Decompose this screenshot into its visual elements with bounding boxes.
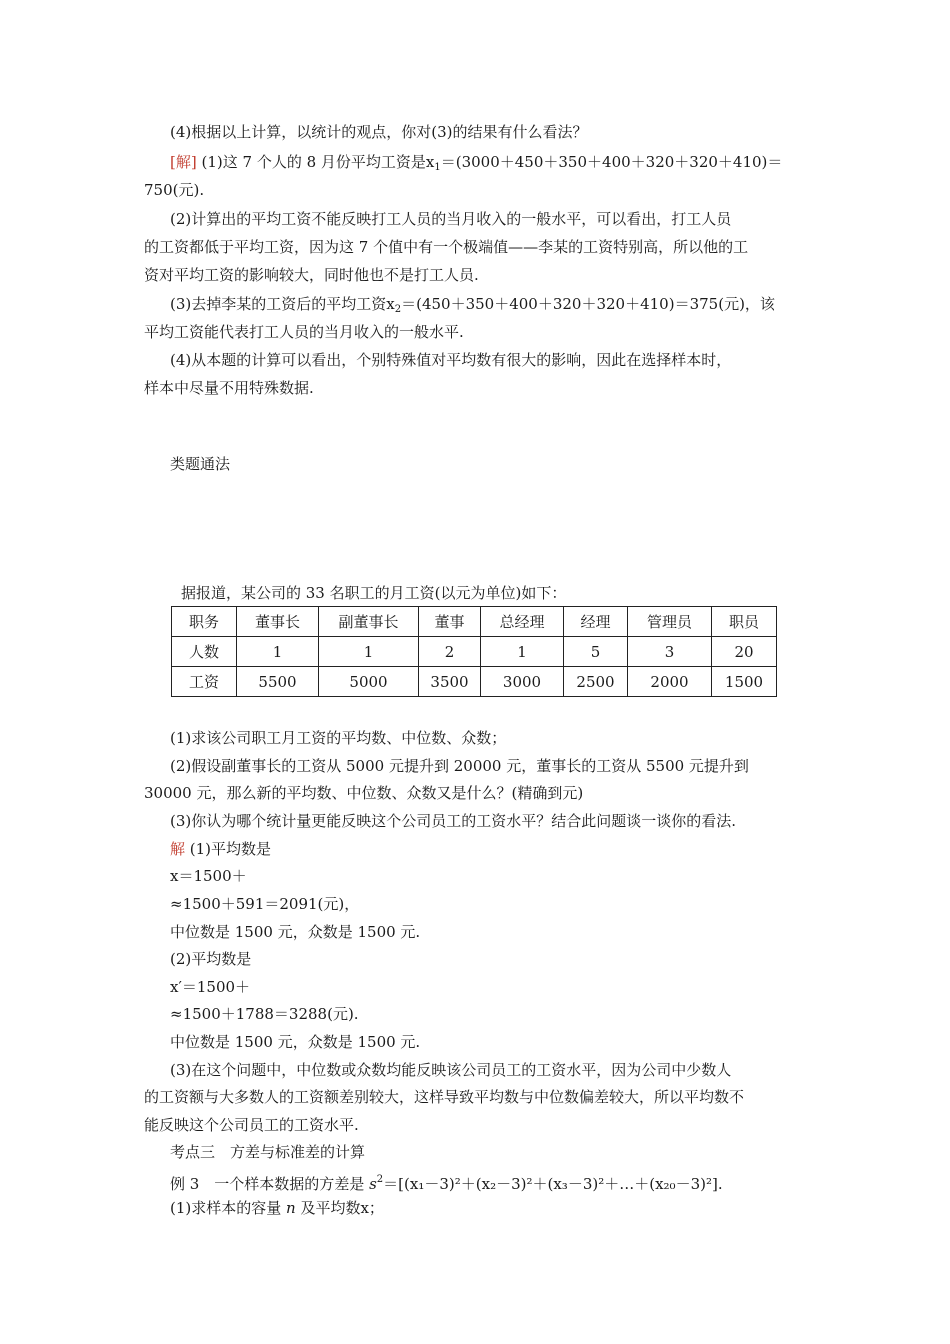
answer-3-formula: ＝(450＋350＋400＋320＋320＋410)＝375(元)，该 [401, 295, 775, 313]
problem-intro: 据报道，某公司的 33 名职工的月工资(以元为单位)如下： [181, 584, 567, 602]
table-cell: 1 [481, 637, 564, 667]
question-2-line-1: (2)假设副董事长的工资从 5000 元提升到 20000 元，董事长的工资从 5500 元提升到 [170, 757, 749, 775]
answer-3-line-2: 平均工资能代表打工人员的当月收入的一般水平. [144, 323, 464, 341]
answer-1-formula: ＝(3000＋450＋350＋400＋320＋320＋410)＝ [440, 153, 783, 171]
table-cell: 3500 [419, 667, 481, 697]
question-3: (3)你认为哪个统计量更能反映这个公司员工的工资水平？结合此问题谈一谈你的看法. [170, 812, 737, 830]
example-3-question-1 [170, 1198, 384, 1218]
answer-1-line-1 [170, 152, 782, 178]
answer-4-line-1: (4)从本题的计算可以看出，个别特殊值对平均数有很大的影响，因此在选择样本时， [170, 351, 732, 369]
table-cell: 5500 [237, 667, 319, 697]
answer-4-line-2: 样本中尽量不用特殊数据. [144, 379, 314, 397]
section-title: 类题通法 [170, 455, 231, 473]
jie-tag: [解] [170, 153, 197, 171]
variance-formula: ＝[(x₁－3)²＋(x₂－3)²＋(x₃－3)²＋…＋(x₂₀－3)²]. [383, 1175, 723, 1193]
question-1: (1)求该公司职工月工资的平均数、中位数、众数； [170, 729, 507, 747]
question-text: (1)求样本的容量 [170, 1199, 287, 1217]
kaodian-title: 考点三 方差与标准差的计算 [170, 1143, 366, 1161]
solution-3-line-1: (3)在这个问题中，中位数或众数均能反映该公司员工的工资水平，因为公司中少数人 [170, 1061, 732, 1079]
answer-3-text: (3)去掉李某的工资后的平均工资x [170, 295, 395, 313]
jie-label: 解 [170, 840, 186, 858]
table-cell: 2000 [628, 667, 712, 697]
salary-table [171, 606, 777, 697]
solution-2-title: (2)平均数是 [170, 950, 252, 968]
superscript: 2 [376, 1174, 384, 1185]
table-row [172, 667, 777, 697]
table-cell: 1 [319, 637, 419, 667]
table-row [172, 637, 777, 667]
question-text-end: 及平均数x； [295, 1199, 384, 1217]
table-cell: 人数 [172, 637, 237, 667]
table-cell: 5 [564, 637, 628, 667]
subscript: 2 [394, 304, 402, 315]
solution-2-median: 中位数是 1500 元，众数是 1500 元. [170, 1033, 421, 1051]
table-cell: 1 [237, 637, 319, 667]
answer-3-line-1 [170, 294, 775, 320]
table-cell: 2 [419, 637, 481, 667]
table-cell: 3000 [481, 667, 564, 697]
table-cell: 职员 [712, 607, 777, 637]
table-cell: 5000 [319, 667, 419, 697]
answer-2-line-3: 资对平均工资的影响较大，同时他也不是打工人员. [144, 266, 479, 284]
table-cell: 总经理 [481, 607, 564, 637]
solution-1-title [170, 839, 271, 859]
table-cell: 董事 [419, 607, 481, 637]
table-cell: 副董事长 [319, 607, 419, 637]
solution-2-eq2: ≈1500＋1788＝3288(元). [170, 1005, 359, 1023]
answer-1-text: (1)这 7 个人的 8 月份平均工资是x [196, 153, 435, 171]
solution-3-line-3: 能反映这个公司员工的工资水平. [144, 1116, 359, 1134]
question-4: (4)根据以上计算，以统计的观点，你对(3)的结果有什么看法？ [170, 123, 588, 141]
solution-3-line-2: 的工资额与大多数人的工资额差别较大，这样导致平均数与中位数偏差较大，所以平均数不 [144, 1088, 745, 1106]
sample-size-symbol: n [286, 1199, 296, 1217]
question-2-line-2: 30000 元，那么新的平均数、中位数、众数又是什么？(精确到元) [144, 784, 584, 802]
solution-2-eq1: x′＝1500＋ [170, 978, 251, 996]
table-header-row [172, 607, 777, 637]
table-cell: 董事长 [237, 607, 319, 637]
table-cell: 2500 [564, 667, 628, 697]
example-3 [170, 1170, 723, 1194]
table-cell: 3 [628, 637, 712, 667]
solution-1-eq2: ≈1500＋591＝2091(元)， [170, 895, 360, 913]
table-cell: 职务 [172, 607, 237, 637]
table-cell: 工资 [172, 667, 237, 697]
solution-1-median: 中位数是 1500 元，众数是 1500 元. [170, 923, 421, 941]
solution-1-eq1: x＝1500＋ [170, 867, 247, 885]
example-label: 例 3 一个样本数据的方差是 [170, 1175, 370, 1193]
table-cell: 20 [712, 637, 777, 667]
answer-2-line-2: 的工资都低于平均工资，因为这 7 个值中有一个极端值——李某的工资特别高，所以他的工 [144, 238, 749, 256]
answer-2-line-1: (2)计算出的平均工资不能反映打工人员的当月收入的一般水平，可以看出，打工人员 [170, 210, 732, 228]
table-cell: 1500 [712, 667, 777, 697]
table-cell: 管理员 [628, 607, 712, 637]
solution-1-text: (1)平均数是 [185, 840, 272, 858]
variance-symbol: s [369, 1175, 377, 1193]
table-cell: 经理 [564, 607, 628, 637]
subscript: 1 [434, 162, 441, 173]
answer-1-line-2: 750(元). [144, 181, 205, 199]
